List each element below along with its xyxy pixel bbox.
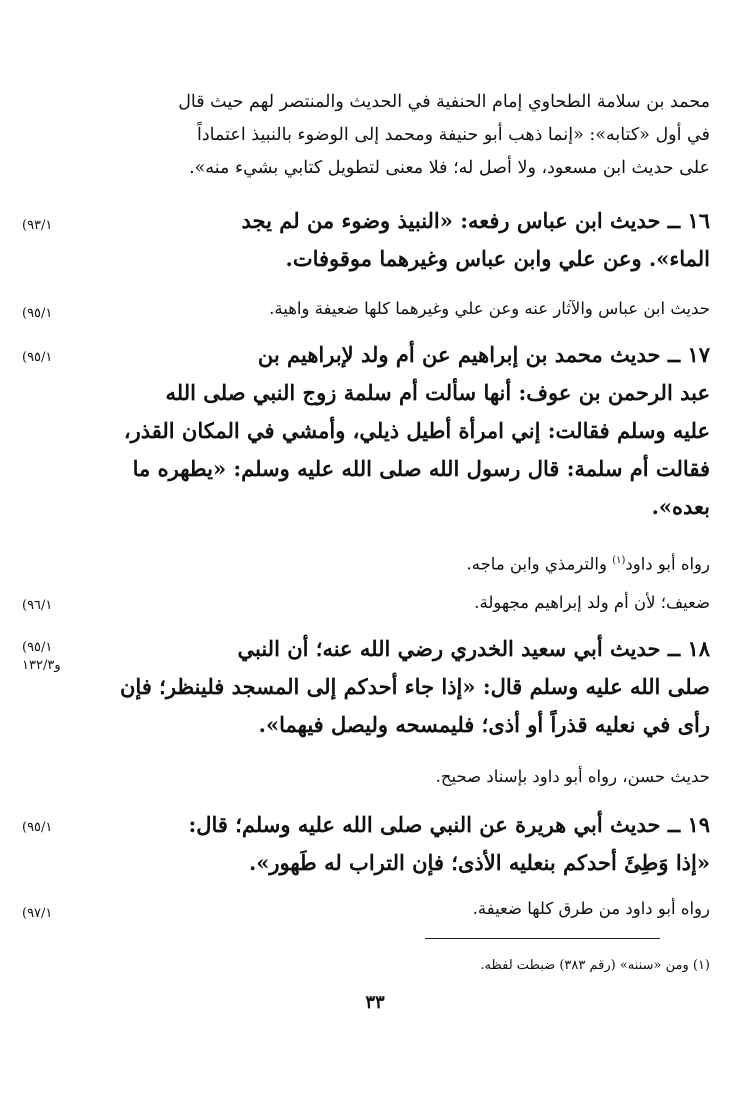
hadith-19-grading: رواه أبو داود من طرق كلها ضعيفة. <box>472 899 710 918</box>
hadith-line: ١٨ ــ حديث أبي سعيد الخدري رضي الله عنه؛ أن النبي <box>237 636 710 661</box>
margin-reference: و١٣٢/٣ <box>22 658 61 673</box>
margin-reference: (٩٥/١ <box>22 350 53 365</box>
hadith-16-grading: حديث ابن عباس والآثار عنه وعن علي وغيرهما كلها ضعيفة واهية. <box>269 299 710 318</box>
margin-reference: (٩٦/١ <box>22 598 53 613</box>
hadith-line: ١٧ ــ حديث محمد بن إبراهيم عن أم ولد لإبراهيم بن <box>257 342 710 367</box>
hadith-line: ١٩ ــ حديث أبي هريرة عن النبي صلى الله عليه وسلم؛ قال: <box>188 812 710 837</box>
footnote-divider <box>425 938 660 939</box>
narration-text: رواه أبو داود <box>625 554 710 574</box>
hadith-line: رأى في نعليه قذراً أو أذى؛ فليمسحه وليصل فيهما». <box>258 712 710 737</box>
footnote: (١) ومن «سننه» (رقم ٣٨٣) ضبطت لفظه. <box>480 958 710 973</box>
narration-text: والترمذي وابن ماجه. <box>466 554 613 574</box>
hadith-18-grading: حديث حسن، رواه أبو داود بإسناد صحيح. <box>435 767 710 786</box>
intro-line: محمد بن سلامة الطحاوي إمام الحنفية في الحديث والمنتصر لهم حيث قال <box>178 92 710 112</box>
margin-reference: (٩٧/١ <box>22 906 53 921</box>
hadith-line: عبد الرحمن بن عوف: أنها سألت أم سلمة زوج النبي صلى الله <box>165 380 710 405</box>
intro-line: على حديث ابن مسعود، ولا أصل له؛ فلا معنى لتطويل كتابي بشيء منه». <box>189 158 710 178</box>
hadith-17 <box>90 336 710 526</box>
hadith-16 <box>90 202 710 278</box>
hadith-line: صلى الله عليه وسلم قال: «إذا جاء أحدكم إلى المسجد فلينظر؛ فإن <box>120 674 710 699</box>
hadith-line: عليه وسلم فقالت: إني امرأة أطيل ذيلي، وأمشي في المكان القذر، <box>123 418 710 443</box>
hadith-17-narration <box>90 546 710 580</box>
hadith-line: ١٦ ــ حديث ابن عباس رفعه: «النبيذ وضوء من لم يجد <box>241 208 710 233</box>
margin-reference: (٩٣/١ <box>22 218 53 233</box>
hadith-line: «إذا وَطِئَ أحدكم بنعليه الأذى؛ فإن التراب له طَهور». <box>248 850 710 875</box>
page-number: ٣٣ <box>365 992 385 1013</box>
margin-reference: (٩٥/١ <box>22 306 53 321</box>
intro-line: في أول «كتابه»: «إنما ذهب أبو حنيفة ومحمد إلى الوضوء بالنبيذ اعتماداً <box>197 125 710 145</box>
hadith-line: بعده». <box>651 494 710 519</box>
footnote-marker: (١) <box>612 555 626 566</box>
margin-reference: (٩٥/١ <box>22 820 53 835</box>
hadith-17-grading: ضعيف؛ لأن أم ولد إبراهيم مجهولة. <box>474 593 710 612</box>
hadith-line: الماء». وعن علي وابن عباس وغيرهما موقوفات. <box>285 246 710 271</box>
intro-paragraph <box>90 86 710 185</box>
margin-reference: (٩٥/١ <box>22 640 53 655</box>
hadith-19 <box>90 806 710 882</box>
hadith-18 <box>90 630 710 744</box>
hadith-line: فقالت أم سلمة: قال رسول الله صلى الله عليه وسلم: «يطهره ما <box>132 456 710 481</box>
